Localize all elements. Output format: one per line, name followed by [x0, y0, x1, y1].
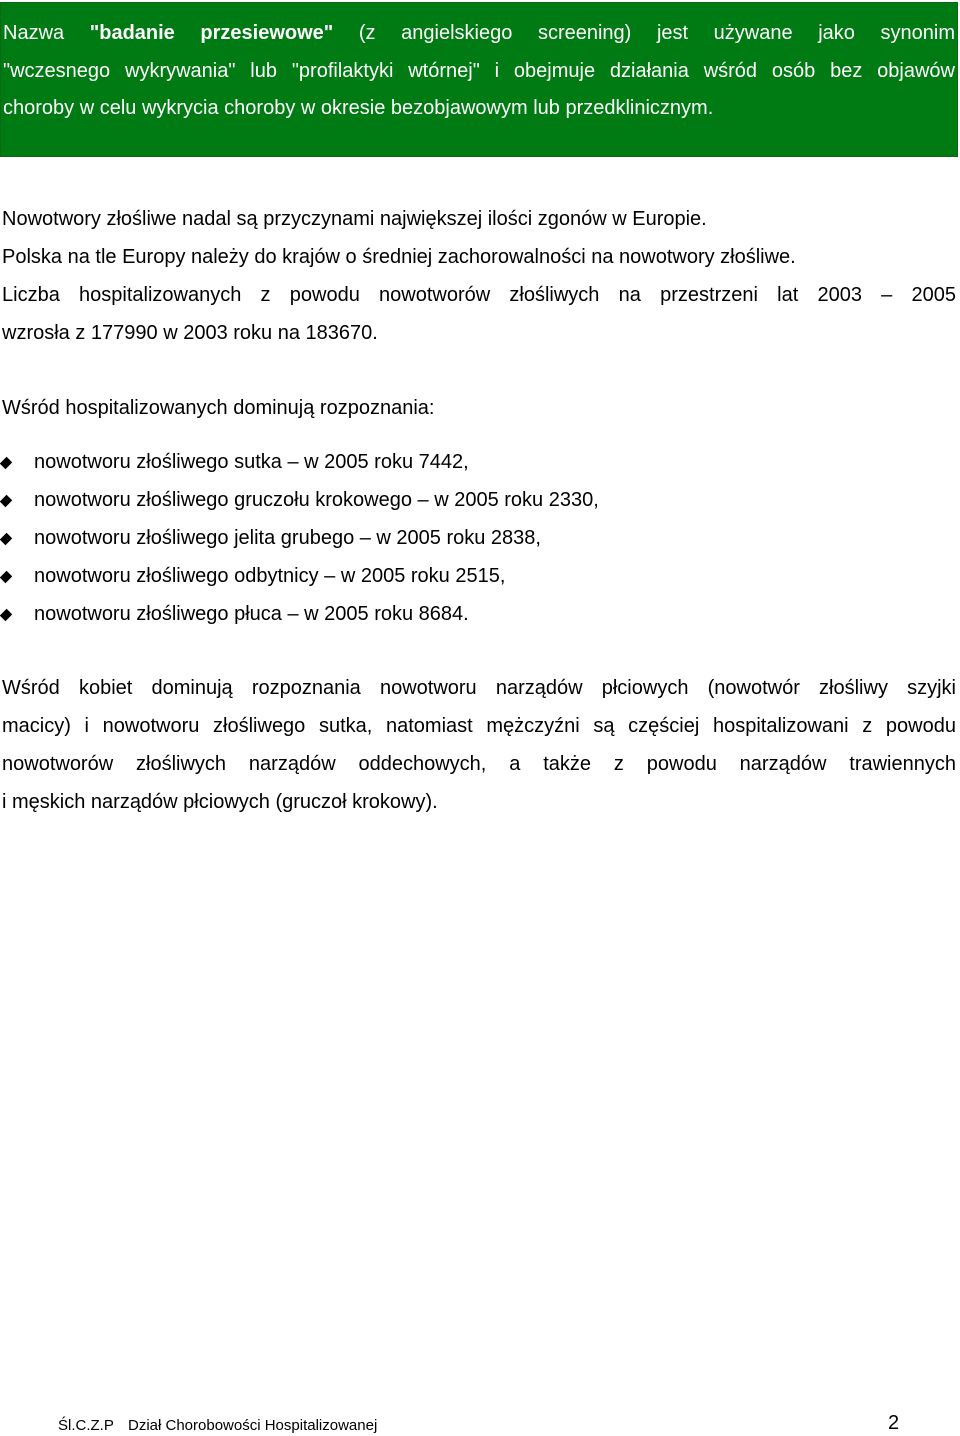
diamond-bullet-icon	[0, 609, 12, 621]
paragraph-line: macicy) i nowotworu złośliwego sutka, natomiast mężczyźni są częściej hospitalizowani z powodu	[2, 715, 956, 737]
paragraph-gender-differences	[2, 669, 956, 821]
paragraph-line: wzrosła z 177990 w 2003 roku na 183670.	[2, 322, 378, 344]
list-item	[0, 443, 940, 481]
paragraph-cancer-stats	[2, 200, 956, 352]
intro-box	[0, 2, 958, 157]
diamond-bullet-icon	[0, 571, 12, 583]
page-number: 2	[888, 1412, 900, 1434]
paragraph-line: Nowotwory złośliwe nadal są przyczynami największej ilości zgonów w Europie.	[2, 208, 707, 230]
intro-line-3: choroby w celu wykrycia choroby w okresie bezobjawowym lub przedklinicznym.	[3, 97, 714, 119]
paragraph-line: nowotworów złośliwych narządów oddechowych, a także z powodu narządów trawiennych	[2, 753, 956, 775]
paragraph-line: Liczba hospitalizowanych z powodu nowotworów złośliwych na przestrzeni lat 2003 – 2005	[2, 284, 956, 306]
page-footer	[0, 1412, 960, 1436]
diamond-bullet-icon	[0, 495, 12, 507]
intro-prefix: Nazwa	[3, 22, 65, 44]
list-item-text: nowotworu złośliwego odbytnicy – w 2005 roku 2515,	[34, 565, 506, 587]
list-item-text: nowotworu złośliwego płuca – w 2005 roku 8684.	[34, 603, 469, 625]
list-item-text: nowotworu złośliwego gruczołu krokowego – w 2005 roku 2330,	[34, 489, 599, 511]
footer-organization: Śl.C.Z.P	[58, 1417, 114, 1434]
list-item	[0, 557, 940, 595]
list-item	[0, 595, 940, 633]
diamond-bullet-icon	[0, 533, 12, 545]
list-item	[0, 519, 940, 557]
intro-term: "badanie przesiewowe"	[89, 22, 334, 44]
intro-line-2: "wczesnego wykrywania" lub "profilaktyki wtórnej" i obejmuje działania wśród osób bez objawów	[3, 59, 955, 82]
footer-department: Dział Chorobowości Hospitalizowanej	[128, 1417, 378, 1434]
list-item	[0, 481, 940, 519]
paragraph-line: Polska na tle Europy należy do krajów o średniej zachorowalności na nowotwory złośliwe.	[2, 246, 796, 268]
paragraph-line: Wśród kobiet dominują rozpoznania nowotworu narządów płciowych (nowotwór złośliwy szyjki	[2, 677, 956, 699]
diagnoses-list	[0, 443, 940, 633]
list-item-text: nowotworu złośliwego sutka – w 2005 roku 7442,	[34, 451, 469, 473]
list-item-text: nowotworu złośliwego jelita grubego – w 2005 roku 2838,	[34, 527, 541, 549]
heading-text: Wśród hospitalizowanych dominują rozpoznania:	[2, 397, 435, 419]
diamond-bullet-icon	[0, 457, 12, 469]
paragraph-line: i męskich narządów płciowych (gruczoł krokowy).	[2, 791, 438, 813]
intro-line-1-rest: (z angielskiego screening) jest używane jako synonim	[358, 22, 955, 44]
intro-line-1	[3, 15, 955, 53]
diagnoses-heading	[2, 389, 956, 427]
